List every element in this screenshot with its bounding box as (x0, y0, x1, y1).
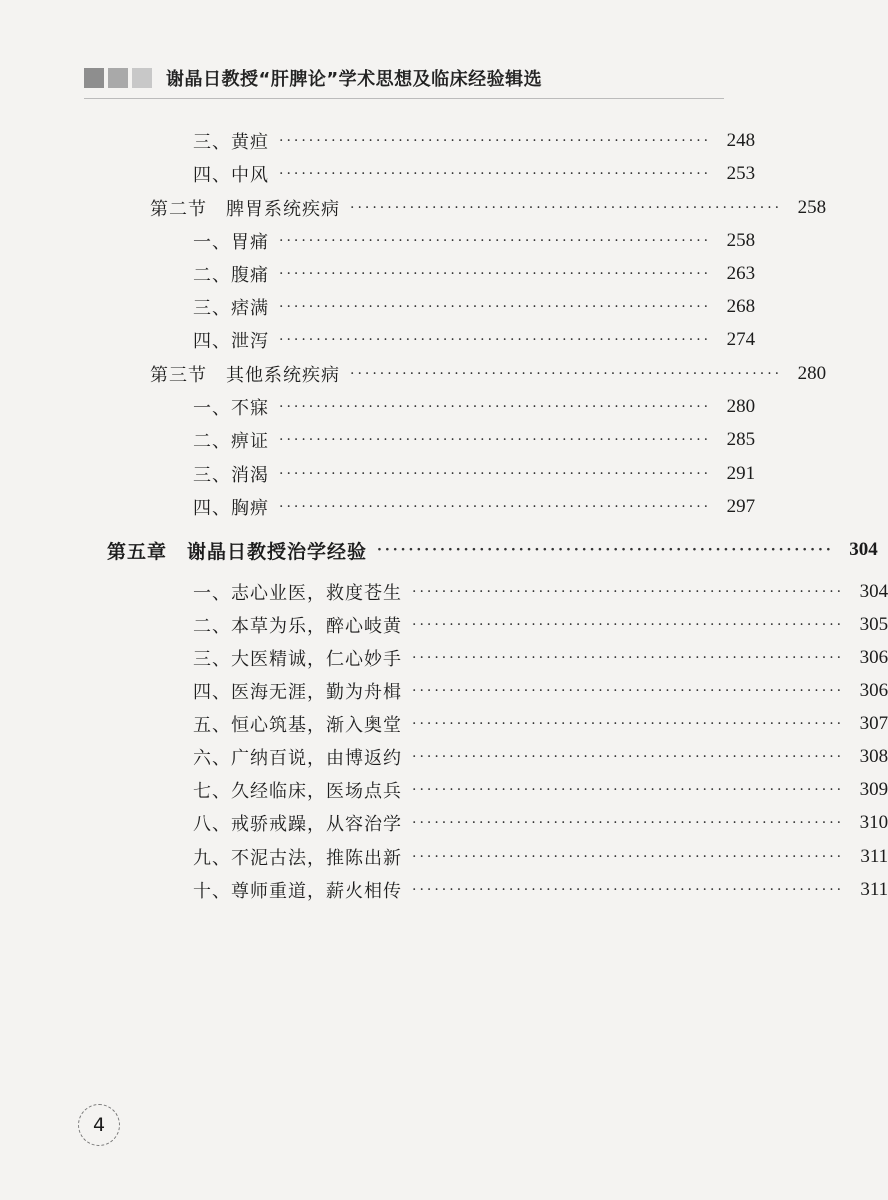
toc-entry-page: 268 (726, 296, 756, 317)
toc-entry-page: 248 (726, 130, 756, 151)
dot-leader: ·························································· (279, 399, 712, 415)
toc-entry-page: 291 (726, 463, 756, 484)
dot-leader: ·························································· (279, 133, 712, 149)
dot-leader: ·························································· (279, 332, 712, 348)
toc-entry-label: 第五章 谢晶日教授治学经验 (107, 540, 368, 563)
dot-leader: ·························································· (412, 849, 845, 865)
toc-entry-label: 七、久经临床，医场点兵 (193, 781, 402, 802)
book-title: 谢晶日教授“肝脾论”学术思想及临床经验辑选 (166, 69, 543, 90)
dot-leader: ·························································· (279, 499, 712, 515)
toc-entry-label: 三、消渴 (193, 465, 269, 486)
dot-leader: ·························································· (279, 432, 712, 448)
dot-leader: ·························································· (412, 882, 845, 898)
dot-leader: ·························································· (412, 617, 845, 633)
dot-leader: ·························································· (279, 299, 712, 315)
toc-entry (150, 193, 827, 223)
toc-entry (193, 643, 888, 673)
toc-entry-page: 297 (726, 496, 756, 517)
dot-leader: ·························································· (412, 815, 845, 831)
dot-leader: ·························································· (412, 782, 845, 798)
toc-entry (193, 808, 888, 838)
toc-entry-label: 四、医海无涯，勤为舟楫 (193, 682, 402, 703)
toc-entry-label: 一、不寐 (193, 398, 269, 419)
toc-entry-page: 306 (859, 680, 888, 701)
toc-entry-label: 三、黄疸 (193, 132, 269, 153)
toc-entry-page: 263 (726, 263, 756, 284)
toc-entry (193, 392, 756, 422)
toc-entry (193, 676, 888, 706)
toc-entry (193, 459, 756, 489)
toc-entry (193, 875, 888, 905)
toc-entry-label: 四、胸痹 (193, 498, 269, 519)
toc-entry (193, 577, 888, 607)
dot-leader: ·························································· (412, 650, 845, 666)
toc-entry-page: 311 (860, 879, 888, 900)
toc-entry (193, 226, 756, 256)
toc-entry (193, 292, 756, 322)
toc-entry-label: 一、胃痛 (193, 232, 269, 253)
toc-entry (193, 709, 888, 739)
toc-entry-label: 第二节 脾胃系统疾病 (150, 199, 340, 220)
toc-entry-page: 305 (859, 614, 888, 635)
toc-entry-page: 280 (797, 363, 827, 384)
toc-entry-page: 280 (726, 396, 756, 417)
toc-entry-page: 304 (849, 539, 878, 560)
dot-leader: ·························································· (412, 584, 845, 600)
toc-entry-label: 六、广纳百说，由博返约 (193, 748, 402, 769)
toc-entry-page: 306 (859, 647, 888, 668)
dot-leader: ·························································· (412, 716, 845, 732)
toc-entry (193, 159, 756, 189)
toc-entry-page: 309 (859, 779, 888, 800)
toc-entry-label: 九、不泥古法，推陈出新 (193, 848, 402, 869)
toc-entry-label: 三、痞满 (193, 298, 269, 319)
toc-entry-label: 四、泄泻 (193, 331, 269, 352)
toc-entry-page: 253 (726, 163, 756, 184)
toc-chapter-entry (107, 535, 878, 565)
toc-entry-page: 304 (859, 581, 888, 602)
toc-entry-label: 八、戒骄戒躁，从容治学 (193, 814, 402, 835)
toc-entry (193, 425, 756, 455)
toc-entry (193, 742, 888, 772)
toc-entry-page: 307 (859, 713, 888, 734)
toc-entry-page: 285 (726, 429, 756, 450)
toc-entry-label: 五、恒心筑基，渐入奥堂 (193, 715, 402, 736)
toc-entry (150, 359, 827, 389)
dot-leader: ·························································· (279, 466, 712, 482)
dot-leader: ·························································· (279, 266, 712, 282)
page-number-text: 4 (92, 1114, 106, 1136)
toc-entry-page: 274 (726, 329, 756, 350)
toc-entry (193, 259, 756, 289)
toc-entry (193, 775, 888, 805)
toc-entry-label: 十、尊师重道，薪火相传 (193, 881, 402, 902)
toc-entry-label: 四、中风 (193, 165, 269, 186)
toc-entry-page: 258 (726, 230, 756, 251)
dot-leader: ·························································· (279, 166, 712, 182)
dot-leader: ·························································· (412, 683, 845, 699)
toc-entry (193, 842, 888, 872)
dot-leader: ·························································· (350, 200, 783, 216)
toc-entry (193, 325, 756, 355)
toc-entry (193, 492, 756, 522)
toc-entry (193, 610, 888, 640)
toc-entry-page: 308 (859, 746, 888, 767)
toc-entry-label: 二、腹痛 (193, 265, 269, 286)
toc-entry-label: 二、本草为乐，醉心岐黄 (193, 616, 402, 637)
toc-entry-page: 258 (797, 197, 827, 218)
toc-entry-label: 二、痹证 (193, 431, 269, 452)
toc-entry-page: 310 (859, 812, 888, 833)
toc-entry (193, 126, 756, 156)
dot-leader: ·························································· (412, 749, 845, 765)
toc-entry-label: 三、大医精诚，仁心妙手 (193, 649, 402, 670)
toc-entry-label: 一、志心业医，救度苍生 (193, 583, 402, 604)
toc-entry-label: 第三节 其他系统疾病 (150, 365, 340, 386)
dot-leader: ·························································· (279, 233, 712, 249)
toc-entry-page: 311 (860, 846, 888, 867)
dot-leader: ·························································· (377, 542, 834, 558)
dot-leader: ·························································· (350, 366, 783, 382)
page-number (78, 1104, 120, 1146)
